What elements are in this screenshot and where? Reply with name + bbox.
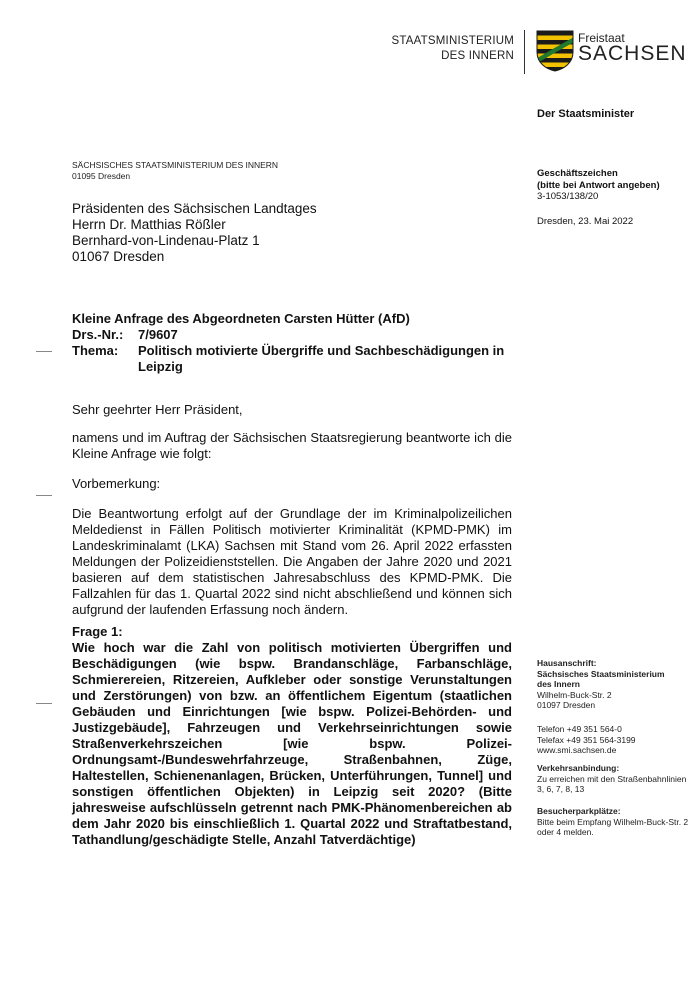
sidebar-address [537, 658, 665, 711]
punch-mark [36, 495, 52, 496]
fold-mark [36, 351, 52, 352]
parking-label: Besucherparkplätze: [537, 806, 621, 816]
intro-paragraph: namens und im Auftrag der Sächsischen Staatsregierung beantworte ich die Kleine Anfrage wie folgt: [72, 430, 512, 461]
subject-block [72, 311, 512, 375]
thema-label: Thema: [72, 343, 119, 358]
thema-value: Politisch motivierte Übergriffe und Sachbeschädigungen in Leipzig [138, 343, 505, 374]
sidebar-parking [537, 806, 689, 838]
recipient-line4: 01067 Dresden [72, 249, 165, 264]
ministry-name [392, 34, 514, 64]
recipient-address [72, 201, 317, 265]
transit-label: Verkehrsanbindung: [537, 763, 620, 773]
saxony-crest-icon [536, 30, 574, 72]
sender-line1: SÄCHSISCHES STAATSMINISTERIUM DES INNERN [72, 160, 279, 170]
salutation: Sehr geehrter Herr Präsident, [72, 402, 243, 417]
ministry-name-line2: DES INNERN [441, 50, 514, 62]
transit-text: Zu erreichen mit den Straßenbahnlinien 3, 6, 7, 8, 13 [537, 773, 687, 794]
recipient-line3: Bernhard-von-Lindenau-Platz 1 [72, 233, 260, 248]
vorbemerkung-label: Vorbemerkung: [72, 476, 161, 491]
drs-label: Drs.-Nr.: [72, 327, 124, 342]
address-line2: des Innern [537, 679, 580, 689]
address-line4: 01097 Dresden [537, 700, 596, 710]
thema-row [72, 343, 512, 375]
minister-title: Der Staatsminister [537, 108, 635, 120]
website-link[interactable]: www.smi.sachsen.de [537, 745, 617, 755]
question-label: Frage 1: [72, 624, 123, 639]
reference-block [537, 168, 660, 227]
recipient-line2: Herrn Dr. Matthias Rößler [72, 217, 226, 232]
parking-text: Bitte beim Empfang Wilhelm-Buck-Str. 2 oder 4 melden. [537, 816, 689, 837]
sidebar-contact [537, 724, 636, 756]
sender-line [72, 160, 278, 182]
reference-label: Geschäftszeichen [537, 168, 618, 179]
sachsen-label: SACHSEN [578, 42, 687, 65]
letterhead-divider [524, 30, 525, 74]
sidebar-transit [537, 763, 689, 795]
recipient-line1: Präsidenten des Sächsischen Landtages [72, 201, 317, 216]
vorbemerkung-text: Die Beantwortung erfolgt auf der Grundlage der im Kriminalpolizeilichen Meldedienst in Fällen Politisch motivierter Kriminalität (KPMD-PMK) im Landeskriminalamt (LKA) Sachsen mit Stand vom 26. April 2022 erfassten Meldungen der Polizeidienststellen. Die Angaben der Jahre 2020 und 2021 basieren auf dem statistischen Jahresabschluss des KPMD-PMK. Die Fallzahlen für das 1. Quartal 2022 sind nicht abschließend und können sich aufgrund der laufenden Erfassung noch ändern. [72, 506, 512, 617]
ministry-name-line1: STAATSMINISTERIUM [391, 35, 514, 47]
subject-title: Kleine Anfrage des Abgeordneten Carsten Hütter (AfD) [72, 311, 410, 326]
address-label: Hausanschrift: [537, 658, 597, 668]
phone-number: Telefon +49 351 564-0 [537, 724, 622, 734]
fax-number: Telefax +49 351 564-3199 [537, 734, 636, 745]
address-line1: Sächsisches Staatsministerium [537, 668, 665, 679]
fold-mark [36, 703, 52, 704]
question-text: Wie hoch war die Zahl von politisch motivierten Übergriffen und Beschädigungen (wie bspw. Brandanschläge, Farbanschläge, Schmierereien, Ritzereien, Aufkleber oder sonstige Verunstaltungen und Zerstörungen) von bzw. an öffentlichem Eigentum (staatlichen Gebäuden und Einrichtungen [wie bspw. Polizei-Behörden- und Justizgebäude], Fahrzeugen und Verkehrseinrichtungen sowie Straßenverkehrszeichen [wie bspw. Polizei-Ordnungsamt-/Bundeswehrfahrzeuge, Straßenbahnen, Züge, Haltestellen, Schienenanlagen, Brücken, Unterführungen, Tunnel] und sonstigen öffentlichen Objekten) in Leipzig seit 2020? (Bitte jahresweise aufschlüsseln getrennt nach PMK-Phänomenbereichen ab dem Jahr 2020 bis einschließlich 1. Quartal 2022 und Straftatbestand, Tathandlung/geschädigte Stelle, Anzahl Tatverdächtige) [72, 640, 512, 847]
reference-number: 3-1053/138/20 [537, 191, 599, 202]
address-line3: Wilhelm-Buck-Str. 2 [537, 689, 612, 700]
drs-value: 7/9607 [138, 327, 178, 342]
freistaat-label: Freistaat [578, 31, 625, 45]
letter-date: Dresden, 23. Mai 2022 [537, 215, 634, 227]
reference-hint: (bitte bei Antwort angeben) [537, 179, 660, 191]
drs-row [72, 327, 512, 343]
sender-line2: 01095 Dresden [72, 171, 131, 181]
